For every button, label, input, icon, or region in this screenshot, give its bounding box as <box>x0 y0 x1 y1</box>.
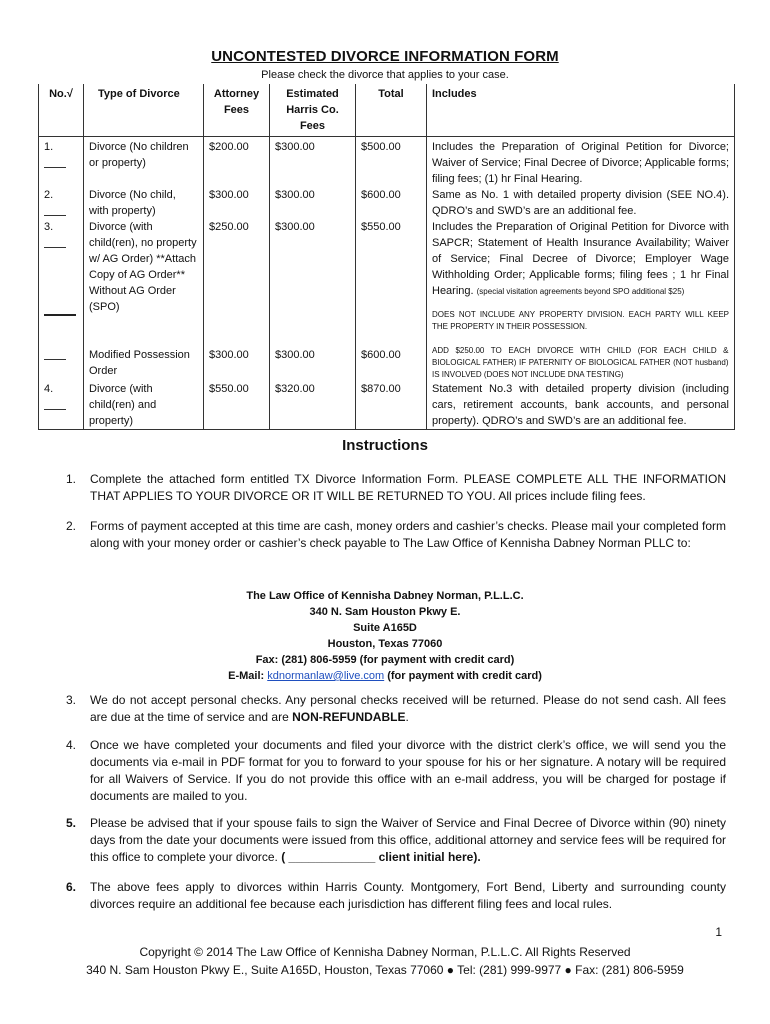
row-includes-cell <box>427 219 735 333</box>
row-number: 2. <box>44 189 54 201</box>
instruction-number: 6. <box>66 880 77 894</box>
row-total: $600.00 <box>356 333 427 381</box>
row-total: $870.00 <box>356 381 427 430</box>
row-attorney-fee: $300.00 <box>204 333 270 381</box>
row-estimated-fee: $300.00 <box>270 187 356 219</box>
table-row <box>39 137 735 188</box>
email-label: E-Mail: <box>228 670 268 682</box>
header-no: No.√ <box>39 84 84 137</box>
table-row <box>39 187 735 219</box>
row-includes: Same as No. 1 with detailed property division (SEE NO.4). QDRO’s and SWD’s are an additional fee. <box>427 187 735 219</box>
client-initial-field[interactable]: ( _____________ client initial here). <box>281 850 481 864</box>
form-subtitle: Please check the divorce that applies to your case. <box>261 69 509 81</box>
instruction-item <box>66 518 726 552</box>
instruction-number: 2. <box>66 519 77 533</box>
row-estimated-fee: $300.00 <box>270 137 356 188</box>
row-attorney-fee: $200.00 <box>204 137 270 188</box>
address-fax: Fax: (281) 806-5959 (for payment with credit card) <box>255 654 515 666</box>
row-estimated-fee: $300.00 <box>270 333 356 381</box>
header-estimated-fees: Estimated Harris Co. Fees <box>270 84 356 137</box>
instruction-text: Complete the attached form entitled TX Divorce Information Form. PLEASE COMPLETE ALL THE INFORMATION THAT APPLIES TO YOUR DIVORCE OR IT WILL BE RETURNED TO YOU. All prices include filing fees. <box>90 472 726 503</box>
instruction-text: We do not accept personal checks. Any personal checks received will be returned. Please do not send cash. All fees are due at the time of service and are <box>90 693 726 724</box>
table-header-row <box>39 84 735 137</box>
footer-copyright: Copyright © 2014 The Law Office of Kennisha Dabney Norman, P.L.L.C. All Rights Reserved <box>139 945 631 959</box>
row-total: $550.00 <box>356 219 427 333</box>
header-attorney-fees: Attorney Fees <box>204 84 270 137</box>
row-includes: Includes the Preparation of Original Petition for Divorce; Waiver of Service; Final Decree of Divorce; Applicable forms; filing fees; (1) hr Final Hearing. <box>427 137 735 188</box>
row-type: Divorce (No children or property) <box>84 137 204 188</box>
header-includes: Includes <box>427 84 735 137</box>
instruction-text: Once we have completed your documents and filed your divorce with the district clerk’s office, we will send you the documents via e-mail in PDF format for you to forward to your spouse for his or her signature. A notary will be required for all Waivers of Service. If you do not provide this office with an e-mail address, you will be charged for postage if documents are mailed to you. <box>90 738 726 803</box>
mailing-address <box>0 588 770 684</box>
row-includes-note: (special visitation agreements beyond SPO additional $25) <box>476 287 685 296</box>
address-line: Houston, Texas 77060 <box>327 638 443 650</box>
row-includes: ADD $250.00 TO EACH DIVORCE WITH CHILD (FOR EACH CHILD & BIOLOGICAL FATHER) IF PATERNITY OF BIOLOGICAL FATHER (NOT husband) IS INVOLVED (DOES NOT INCLUDE DNA TESTING) <box>427 333 735 381</box>
check-blank[interactable] <box>44 349 66 360</box>
row-attorney-fee: $550.00 <box>204 381 270 430</box>
instruction-item <box>66 737 726 805</box>
row-estimated-fee: $320.00 <box>270 381 356 430</box>
row-includes: Includes the Preparation of Original Petition for Divorce with SAPCR; Statement of Health Insurance Availability; Waiver of Service; Final Decree of Divorce; Employer Wage Withholding Order; Applicable forms; filing fees ; 1 hr Final Hearing. <box>432 221 729 297</box>
check-blank[interactable] <box>44 157 66 168</box>
row-total: $500.00 <box>356 137 427 188</box>
table-row <box>39 333 735 381</box>
instruction-bold: NON-REFUNDABLE <box>292 710 406 724</box>
instruction-item <box>66 879 726 913</box>
address-email-line <box>0 668 770 684</box>
instructions-title: Instructions <box>342 437 428 454</box>
instruction-number: 1. <box>66 472 77 486</box>
instruction-text-wrap <box>90 815 726 866</box>
row-includes-note2: DOES NOT INCLUDE ANY PROPERTY DIVISION. EACH PARTY WILL KEEP THE PROPERTY IN THEIR POSSESSION. <box>432 310 729 331</box>
address-line: The Law Office of Kennisha Dabney Norman, P.L.L.C. <box>246 590 524 602</box>
email-link[interactable]: kdnormanlaw@live.com <box>267 670 385 682</box>
email-note: (for payment with credit card) <box>384 670 542 682</box>
header-total: Total <box>356 84 427 137</box>
row-total: $600.00 <box>356 187 427 219</box>
check-blank[interactable] <box>44 205 66 216</box>
row-number: 3. <box>44 221 54 233</box>
instruction-item <box>66 815 726 866</box>
footer-contact: 340 N. Sam Houston Pkwy E., Suite A165D, Houston, Texas 77060 ● Tel: (281) 999-9977 ● Fax: (281) 806-5959 <box>86 963 684 977</box>
instruction-text: Forms of payment accepted at this time are cash, money orders and cashier’s checks. Please mail your completed form along with your money order or cashier’s check payable to The Law Office of Kennisha Dabney Norman PLLC to: <box>90 519 726 550</box>
instruction-item <box>66 692 726 726</box>
instruction-number: 4. <box>66 738 77 752</box>
check-blank[interactable] <box>44 399 66 410</box>
instruction-number: 5. <box>66 816 77 830</box>
check-blank[interactable] <box>44 237 66 248</box>
instruction-text: The above fees apply to divorces within Harris County. Montgomery, Fort Bend, Liberty and surrounding county divorces require an additional fee because each jurisdiction has different filing fees and local rules. <box>90 880 726 911</box>
address-line: 340 N. Sam Houston Pkwy E. <box>309 606 461 618</box>
page-footer <box>0 943 770 979</box>
row-type: Divorce (No child, with property) <box>84 187 204 219</box>
row-number: 1. <box>44 141 54 153</box>
row-type: Divorce (with child(ren) and property) <box>84 381 204 430</box>
instruction-after: . <box>405 710 409 724</box>
row-attorney-fee: $250.00 <box>204 219 270 333</box>
row-type: Modified Possession Order <box>84 333 204 381</box>
row-type: Divorce (with child(ren), no property w/ AG Order) **Attach Copy of AG Order** Without AG Order (SPO) <box>84 219 204 333</box>
instruction-text-wrap <box>90 692 726 726</box>
page-number: 1 <box>715 925 722 939</box>
form-title: UNCONTESTED DIVORCE INFORMATION FORM <box>211 48 559 65</box>
instruction-number: 3. <box>66 693 77 707</box>
row-number: 4. <box>44 383 54 395</box>
row-attorney-fee: $300.00 <box>204 187 270 219</box>
row-includes: Statement No.3 with detailed property division (including cars, retirement accounts, bank accounts, and personal property). QDRO’s and SWD’s are an additional fee. <box>427 381 735 430</box>
fee-table <box>38 84 735 430</box>
instruction-text: Please be advised that if your spouse fails to sign the Waiver of Service and Final Decree of Divorce within (90) ninety days from the date your documents were issued from this office, additional attorney and service fees will be required for this office to complete your divorce. <box>90 816 726 864</box>
table-row <box>39 219 735 333</box>
check-blank-spo[interactable] <box>44 306 76 316</box>
header-type: Type of Divorce <box>84 84 204 137</box>
table-row <box>39 381 735 430</box>
address-line: Suite A165D <box>353 622 417 634</box>
row-estimated-fee: $300.00 <box>270 219 356 333</box>
instruction-item <box>66 471 726 505</box>
